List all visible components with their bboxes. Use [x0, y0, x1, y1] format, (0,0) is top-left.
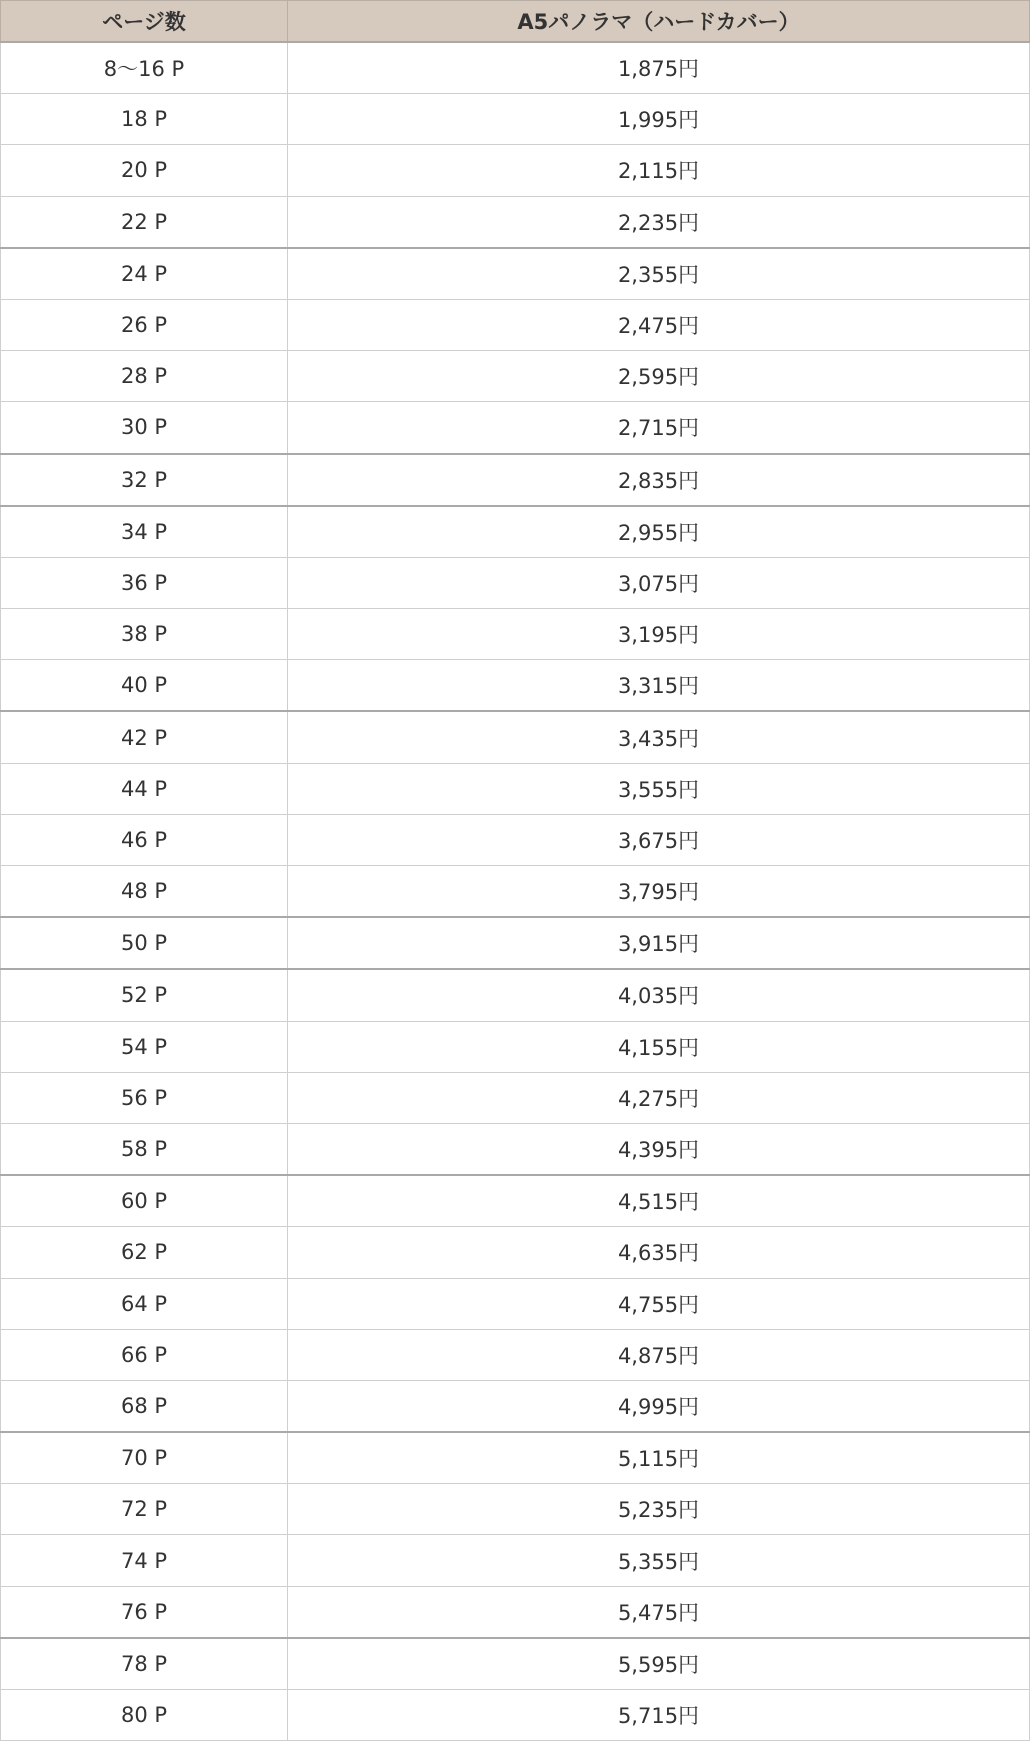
- table-row: [1, 814, 1030, 865]
- cell-price: 1,995円: [288, 94, 1030, 145]
- cell-price: 3,915円: [288, 917, 1030, 969]
- table-row: [1, 763, 1030, 814]
- cell-price: 5,355円: [288, 1535, 1030, 1586]
- cell-price: 4,635円: [288, 1227, 1030, 1278]
- cell-page-count: 54 P: [1, 1021, 288, 1072]
- cell-price: 4,755円: [288, 1278, 1030, 1329]
- cell-page-count: 64 P: [1, 1278, 288, 1329]
- cell-page-count: 26 P: [1, 299, 288, 350]
- cell-page-count: 30 P: [1, 402, 288, 454]
- table-row: [1, 1175, 1030, 1227]
- cell-page-count: 66 P: [1, 1329, 288, 1380]
- table-row: [1, 402, 1030, 454]
- table-row: [1, 866, 1030, 918]
- cell-page-count: 80 P: [1, 1690, 288, 1741]
- cell-price: 1,875円: [288, 42, 1030, 94]
- cell-page-count: 32 P: [1, 454, 288, 506]
- cell-price: 2,835円: [288, 454, 1030, 506]
- cell-page-count: 18 P: [1, 94, 288, 145]
- cell-page-count: 42 P: [1, 711, 288, 763]
- table-row: [1, 711, 1030, 763]
- table-body: [1, 42, 1030, 1741]
- table-row: [1, 1021, 1030, 1072]
- cell-price: 3,675円: [288, 814, 1030, 865]
- table-row: [1, 1123, 1030, 1175]
- table-row: [1, 42, 1030, 94]
- cell-page-count: 40 P: [1, 660, 288, 712]
- cell-price: 5,235円: [288, 1484, 1030, 1535]
- table-row: [1, 557, 1030, 608]
- cell-price: 2,235円: [288, 196, 1030, 248]
- table-row: [1, 1329, 1030, 1380]
- cell-price: 4,155円: [288, 1021, 1030, 1072]
- table-row: [1, 94, 1030, 145]
- header-page-count: ページ数: [1, 1, 288, 43]
- table-row: [1, 1638, 1030, 1690]
- table-row: [1, 1432, 1030, 1484]
- cell-page-count: 28 P: [1, 351, 288, 402]
- table-row: [1, 1072, 1030, 1123]
- cell-price: 4,035円: [288, 969, 1030, 1021]
- table-row: [1, 299, 1030, 350]
- cell-price: 5,475円: [288, 1586, 1030, 1638]
- cell-page-count: 70 P: [1, 1432, 288, 1484]
- cell-page-count: 24 P: [1, 248, 288, 300]
- cell-page-count: 48 P: [1, 866, 288, 918]
- cell-page-count: 46 P: [1, 814, 288, 865]
- cell-price: 4,875円: [288, 1329, 1030, 1380]
- table-row: [1, 1690, 1030, 1741]
- table-row: [1, 454, 1030, 506]
- cell-page-count: 8〜16 P: [1, 42, 288, 94]
- cell-page-count: 72 P: [1, 1484, 288, 1535]
- cell-page-count: 34 P: [1, 506, 288, 558]
- cell-price: 4,275円: [288, 1072, 1030, 1123]
- table-row: [1, 506, 1030, 558]
- table-row: [1, 1535, 1030, 1586]
- cell-price: 2,955円: [288, 506, 1030, 558]
- cell-price: 4,515円: [288, 1175, 1030, 1227]
- table-row: [1, 1227, 1030, 1278]
- cell-page-count: 38 P: [1, 609, 288, 660]
- cell-price: 3,315円: [288, 660, 1030, 712]
- table-row: [1, 1278, 1030, 1329]
- table-header-row: [1, 1, 1030, 43]
- cell-price: 3,195円: [288, 609, 1030, 660]
- cell-page-count: 74 P: [1, 1535, 288, 1586]
- cell-price: 2,595円: [288, 351, 1030, 402]
- cell-price: 5,715円: [288, 1690, 1030, 1741]
- table-row: [1, 1380, 1030, 1432]
- cell-page-count: 56 P: [1, 1072, 288, 1123]
- cell-price: 3,555円: [288, 763, 1030, 814]
- cell-price: 5,115円: [288, 1432, 1030, 1484]
- table-row: [1, 609, 1030, 660]
- cell-price: 3,435円: [288, 711, 1030, 763]
- table-row: [1, 196, 1030, 248]
- cell-page-count: 50 P: [1, 917, 288, 969]
- cell-price: 3,795円: [288, 866, 1030, 918]
- cell-price: 5,595円: [288, 1638, 1030, 1690]
- cell-page-count: 62 P: [1, 1227, 288, 1278]
- cell-price: 2,715円: [288, 402, 1030, 454]
- table-row: [1, 917, 1030, 969]
- cell-price: 2,475円: [288, 299, 1030, 350]
- cell-page-count: 76 P: [1, 1586, 288, 1638]
- cell-page-count: 58 P: [1, 1123, 288, 1175]
- cell-page-count: 52 P: [1, 969, 288, 1021]
- table-row: [1, 1484, 1030, 1535]
- cell-price: 2,115円: [288, 145, 1030, 196]
- cell-price: 4,395円: [288, 1123, 1030, 1175]
- table-row: [1, 1586, 1030, 1638]
- cell-page-count: 44 P: [1, 763, 288, 814]
- table-row: [1, 145, 1030, 196]
- cell-page-count: 36 P: [1, 557, 288, 608]
- cell-price: 3,075円: [288, 557, 1030, 608]
- table-row: [1, 660, 1030, 712]
- table-row: [1, 248, 1030, 300]
- cell-page-count: 22 P: [1, 196, 288, 248]
- header-price-a5-panorama-hardcover: A5パノラマ（ハードカバー）: [288, 1, 1030, 43]
- cell-page-count: 60 P: [1, 1175, 288, 1227]
- cell-page-count: 20 P: [1, 145, 288, 196]
- cell-page-count: 68 P: [1, 1380, 288, 1432]
- cell-page-count: 78 P: [1, 1638, 288, 1690]
- cell-price: 4,995円: [288, 1380, 1030, 1432]
- table-row: [1, 351, 1030, 402]
- cell-price: 2,355円: [288, 248, 1030, 300]
- table-row: [1, 969, 1030, 1021]
